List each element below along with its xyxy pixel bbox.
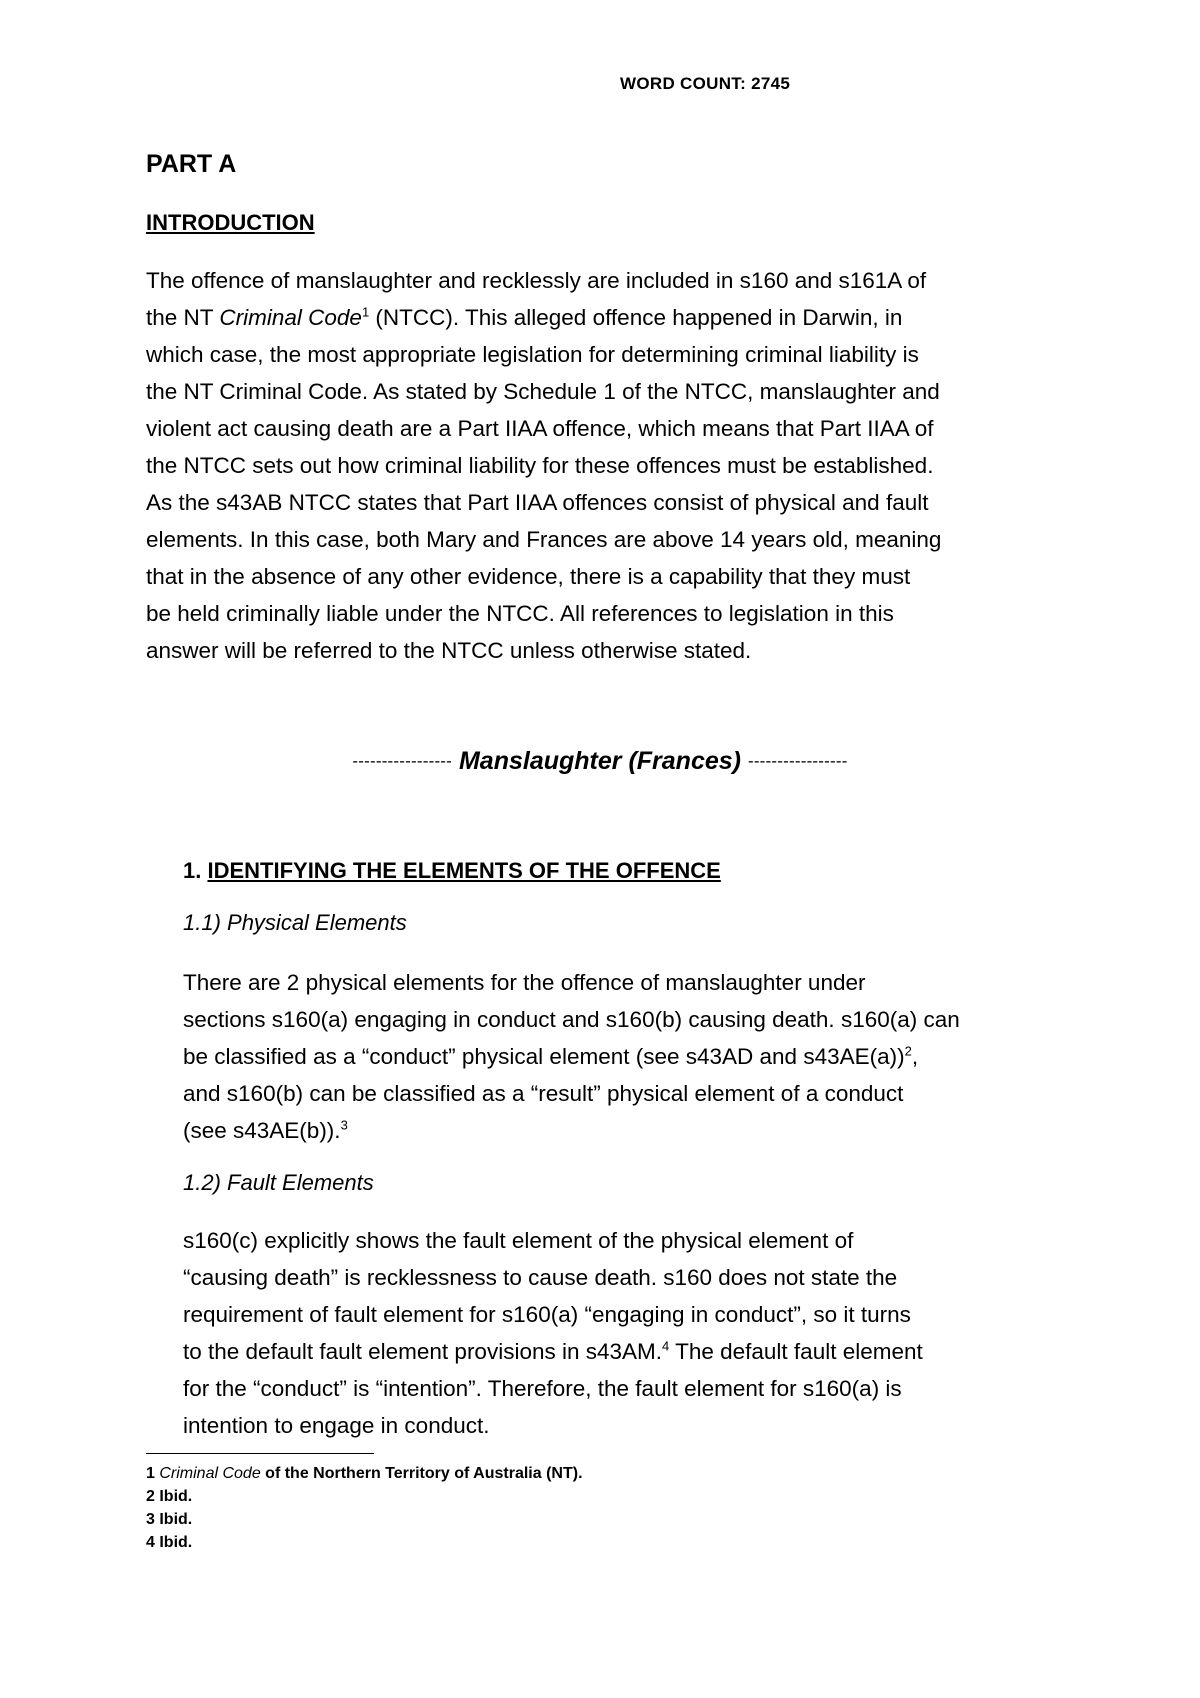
footnote-ref: 4: [662, 1338, 670, 1354]
body-line: intention to engage in conduct.: [183, 1413, 490, 1438]
fault-elements-heading: 1.2) Fault Elements: [183, 1170, 374, 1195]
body-line: s160(c) explicitly shows the fault element of the physical element of: [183, 1228, 854, 1253]
word-count: WORD COUNT: 2745: [620, 74, 791, 93]
intro-line: the NT Criminal Code$^1$ (NTCC). This alleged offence happened in Darwin, in: [146, 304, 903, 330]
section-dashes-left: -----------------: [352, 751, 453, 771]
intro-line: which case, the most appropriate legislation for determining criminal liability is: [146, 342, 919, 367]
body-line: sections s160(a) engaging in conduct and s160(b) causing death. s160(a) can: [183, 1007, 960, 1032]
intro-line: the NT Criminal Code. As stated by Schedule 1 of the NTCC, manslaughter and: [146, 379, 940, 404]
intro-line: that in the absence of any other evidence, there is a capability that they must: [146, 564, 911, 589]
intro-line: As the s43AB NTCC states that Part IIAA offences consist of physical and fault: [146, 490, 929, 515]
body-line: “causing death” is recklessness to cause death. s160 does not state the: [183, 1265, 898, 1290]
heading-number: 1.: [183, 858, 208, 883]
body-line: to the default fault element provisions in s43AM.$^4$ The default fault element: [183, 1338, 923, 1364]
heading-text: IDENTIFYING THE ELEMENTS OF THE OFFENCE: [207, 858, 721, 883]
footnotes: [146, 1462, 583, 1554]
fault-elements-paragraph: [183, 1222, 1083, 1444]
footnote-ref: 3: [340, 1117, 348, 1133]
introduction-paragraph: [146, 262, 1076, 669]
footnote-item: 1 Criminal Code of the Northern Territory of Australia (NT).: [146, 1465, 583, 1482]
footnote-item: 3 Ibid.: [146, 1511, 193, 1528]
body-line: (see s43AE(b)).$^3$: [183, 1117, 348, 1143]
body-line: There are 2 physical elements for the offence of manslaughter under: [183, 970, 866, 995]
body-line: for the “conduct” is “intention”. Therefore, the fault element for s160(a) is: [183, 1376, 902, 1401]
intro-line: violent act causing death are a Part IIAA offence, which means that Part IIAA of: [146, 416, 934, 441]
body-line: requirement of fault element for s160(a) “engaging in conduct”, so it turns: [183, 1302, 911, 1327]
body-line: be classified as a “conduct” physical element (see s43AD and s43AE(a))$^2$,: [183, 1043, 919, 1069]
intro-line: The offence of manslaughter and recklessly are included in s160 and s161A of: [146, 268, 927, 293]
footnote-ref: 2: [904, 1043, 912, 1059]
footnote-ref: 1: [361, 304, 370, 320]
statute-title: Criminal Code: [219, 305, 362, 330]
elements-heading: [183, 858, 721, 884]
physical-elements-paragraph: [183, 964, 1083, 1149]
intro-line: be held criminally liable under the NTCC. All references to legislation in this: [146, 601, 894, 626]
physical-elements-heading: 1.1) Physical Elements: [183, 910, 407, 935]
footnote-separator: [146, 1453, 374, 1454]
footnote-item: 4 Ibid.: [146, 1534, 193, 1551]
section-title-text: Manslaughter (Frances): [458, 746, 741, 775]
introduction-heading: INTRODUCTION: [146, 210, 315, 235]
intro-line: answer will be referred to the NTCC unless otherwise stated.: [146, 638, 752, 663]
body-line: and s160(b) can be classified as a “result” physical element of a conduct: [183, 1081, 904, 1106]
section-dashes-right: -----------------: [747, 751, 848, 771]
intro-line: the NTCC sets out how criminal liability for these offences must be established.: [146, 453, 934, 478]
footnote-item: 2 Ibid.: [146, 1488, 193, 1505]
section-title: [0, 746, 1200, 776]
intro-line: elements. In this case, both Mary and Frances are above 14 years old, meaning: [146, 527, 942, 552]
part-title: PART A: [146, 150, 237, 178]
